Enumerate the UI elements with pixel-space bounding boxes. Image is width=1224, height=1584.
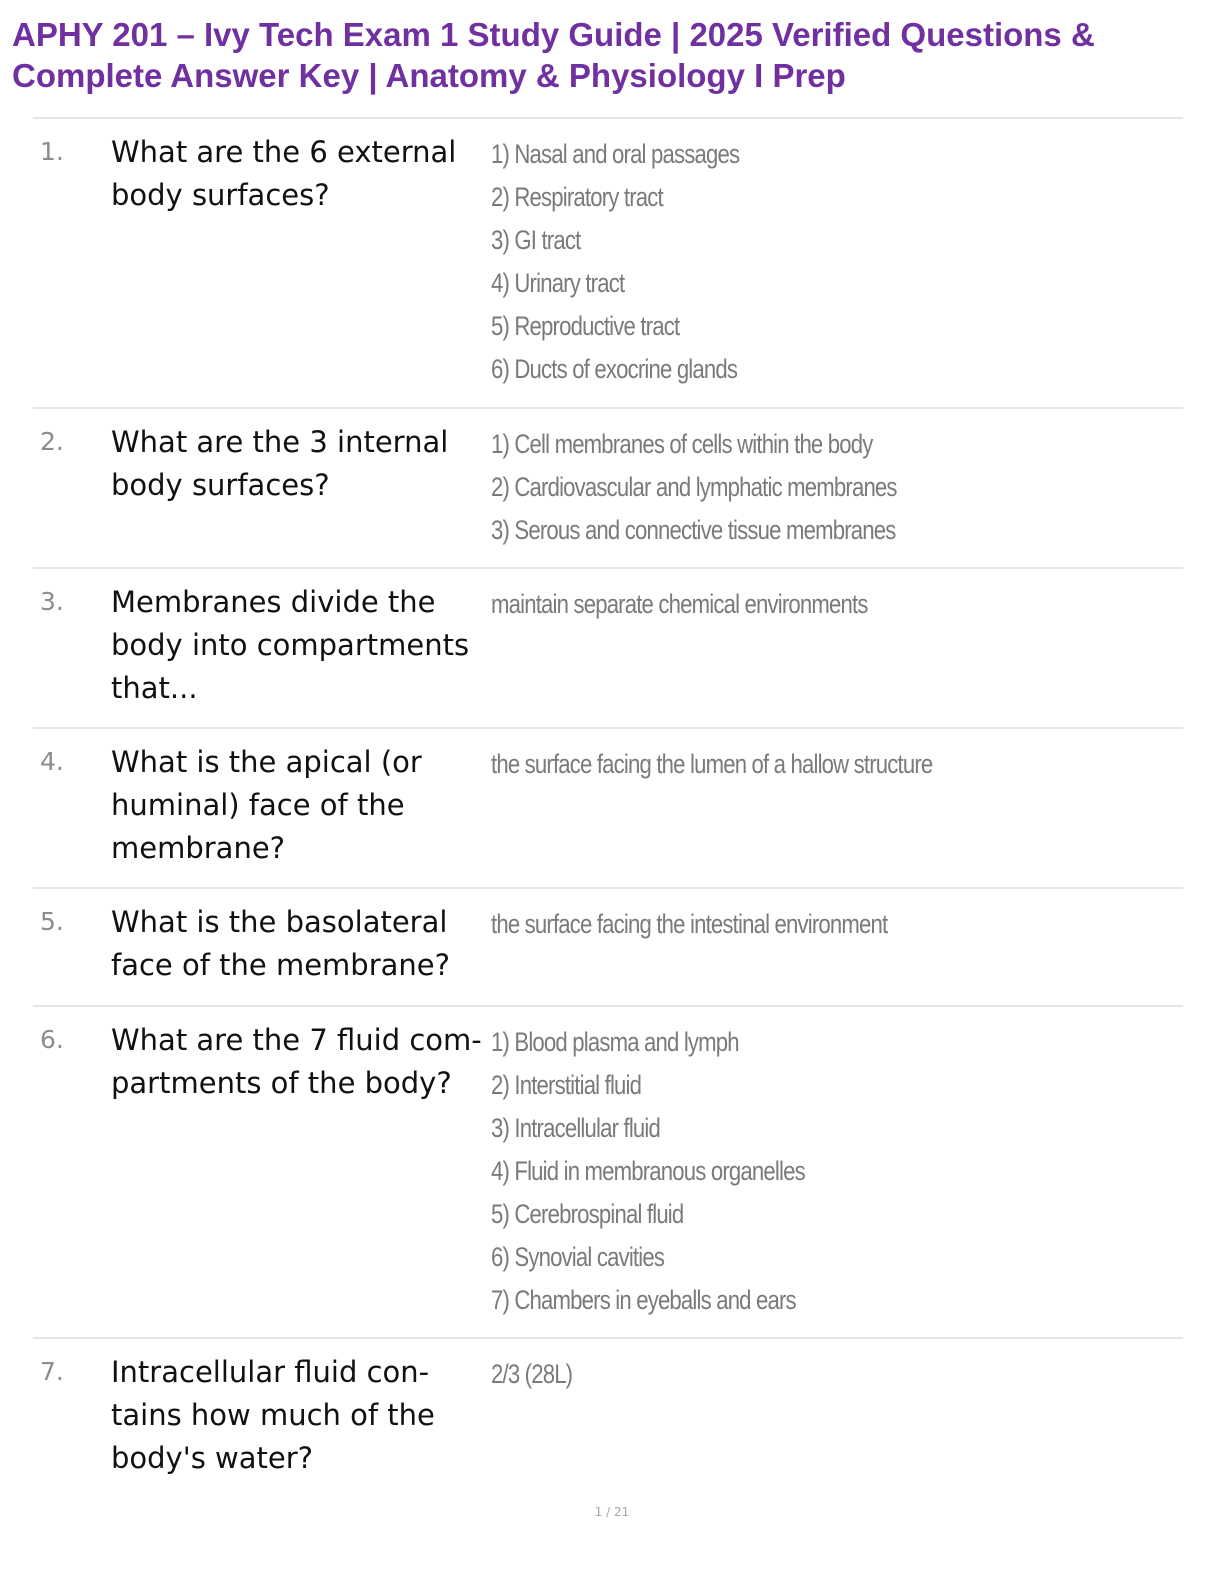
answer-list bbox=[491, 583, 1181, 626]
answer-list bbox=[491, 423, 1181, 552]
question-row-4 bbox=[33, 729, 1183, 889]
question-number: 2. bbox=[40, 427, 64, 456]
answer-list bbox=[491, 133, 1181, 391]
question-number: 3. bbox=[40, 587, 64, 616]
answer-line: 4) Fluid in membranous organelles bbox=[491, 1156, 805, 1186]
question-row-3 bbox=[33, 569, 1183, 729]
answer-line: 1) Blood plasma and lymph bbox=[491, 1027, 739, 1057]
question-row-7 bbox=[33, 1339, 1183, 1489]
answer-line: 5) Cerebrospinal fluid bbox=[491, 1199, 684, 1229]
question-text: What are the 3 internal body surfaces? bbox=[111, 425, 449, 502]
answer-line: 4) Urinary tract bbox=[491, 268, 625, 298]
question-text: Intracellular fluid con-tains how much of the body's water? bbox=[111, 1355, 435, 1475]
answer-line: 6) Ducts of exocrine glands bbox=[491, 354, 738, 384]
question-number: 6. bbox=[40, 1025, 64, 1054]
answer-line: 2/3 (28L) bbox=[491, 1359, 573, 1389]
question-text: What is the basolateral face of the membrane? bbox=[111, 905, 451, 982]
question-number: 1. bbox=[40, 137, 64, 166]
answer-line: 2) Respiratory tract bbox=[491, 182, 663, 212]
question-row-2 bbox=[33, 409, 1183, 569]
question-text: What are the 6 external body surfaces? bbox=[111, 135, 457, 212]
answer-line: the surface facing the lumen of a hallow structure bbox=[491, 749, 933, 779]
question-list bbox=[33, 117, 1183, 1489]
question-row-1 bbox=[33, 119, 1183, 409]
answer-line: maintain separate chemical environments bbox=[491, 589, 868, 619]
question-row-5 bbox=[33, 889, 1183, 1007]
answer-line: 1) Cell membranes of cells within the body bbox=[491, 429, 873, 459]
answer-line: 3) Intracellular fluid bbox=[491, 1113, 661, 1143]
document-title: APHY 201 – Ivy Tech Exam 1 Study Guide | 2025 Verified Questions & Complete Answer Key | Anatomy & Physiology I Prep bbox=[12, 16, 1095, 94]
answer-list bbox=[491, 1353, 1181, 1396]
answer-list bbox=[491, 1021, 1181, 1322]
answer-line: 2) Interstitial fluid bbox=[491, 1070, 642, 1100]
answer-line: 6) Synovial cavities bbox=[491, 1242, 665, 1272]
question-text: Membranes divide the body into compartments that... bbox=[111, 585, 470, 705]
question-number: 5. bbox=[40, 907, 64, 936]
answer-line: 3) Serous and connective tissue membranes bbox=[491, 515, 896, 545]
answer-line: 5) Reproductive tract bbox=[491, 311, 680, 341]
answer-line: 7) Chambers in eyeballs and ears bbox=[491, 1285, 796, 1315]
page-indicator: 1 / 21 bbox=[594, 1505, 630, 1519]
question-text: What are the 7 fluid com-partments of the body? bbox=[111, 1023, 482, 1100]
answer-line: 2) Cardiovascular and lymphatic membranes bbox=[491, 472, 897, 502]
answer-line: the surface facing the intestinal environment bbox=[491, 909, 888, 939]
question-number: 7. bbox=[40, 1357, 64, 1386]
question-row-6 bbox=[33, 1007, 1183, 1339]
question-text: What is the apical (or huminal) face of the membrane? bbox=[111, 745, 422, 865]
question-number: 4. bbox=[40, 747, 64, 776]
answer-line: 3) GI tract bbox=[491, 225, 581, 255]
answer-list bbox=[491, 903, 1181, 946]
answer-list bbox=[491, 743, 1181, 786]
answer-line: 1) Nasal and oral passages bbox=[491, 139, 740, 169]
